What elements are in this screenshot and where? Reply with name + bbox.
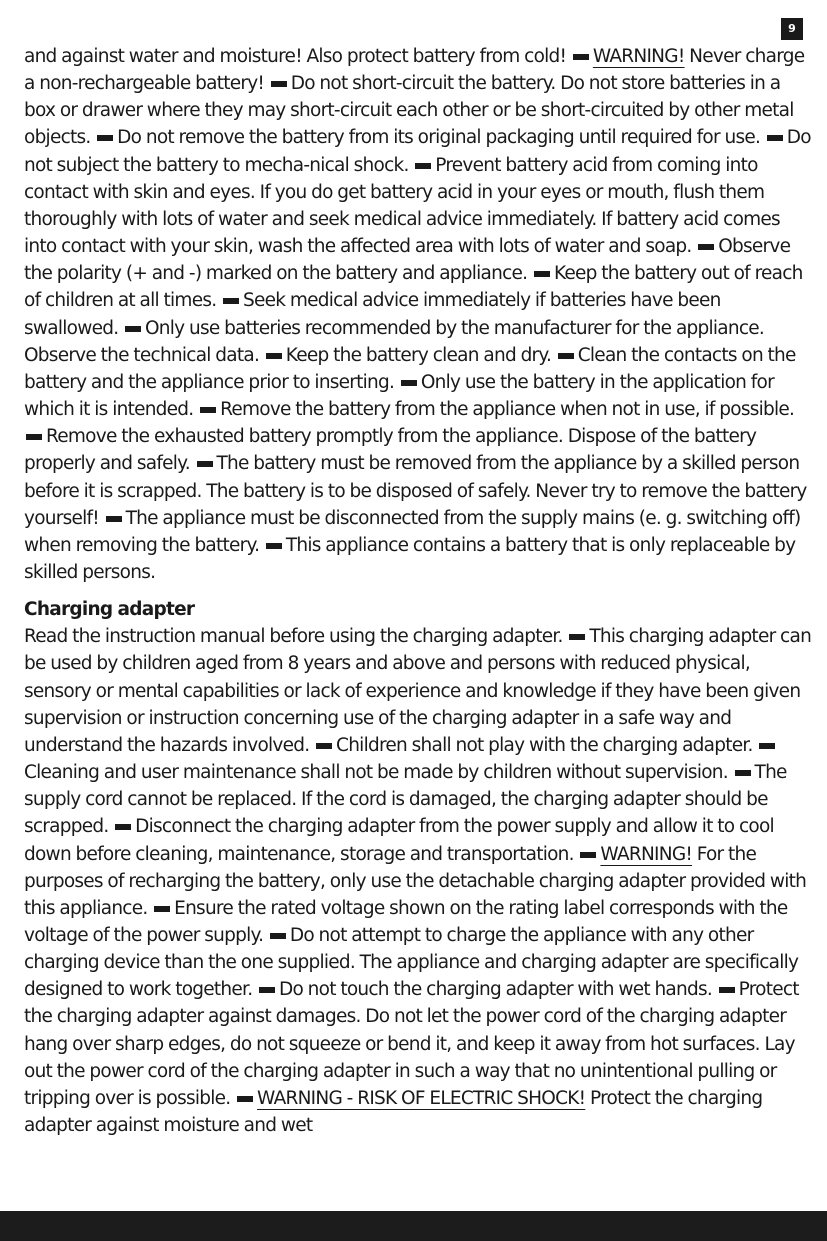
battery-item-12: Only use the battery in the application for which it is intended. xyxy=(24,371,774,421)
battery-item-11: Clean the contacts on the battery and the appliance prior to inserting. xyxy=(24,344,796,393)
charging-item-8: Do not attempt to charge the appliance with any other charging device than the one supplied. The appliance and charging adapter are specifically designed to work together. xyxy=(24,925,799,1001)
battery-item-14: Remove the exhausted battery promptly from the appliance. Dispose of the battery properly and safely. xyxy=(24,426,757,475)
charging-item-7: Ensure the rated voltage shown on the rating label corresponds with the voltage of the power supply. xyxy=(24,897,788,946)
bullet-icon xyxy=(106,516,122,522)
bullet-icon xyxy=(558,353,574,359)
bullet-icon xyxy=(569,634,585,640)
charging-item-1: This charging adapter can be used by children aged from 8 years and above and persons with reduced physical, sensory or mental capabilities or lack of experience and knowledge if they have been given supervision or instruction concerning use of the charging adapter in a safe way and understand the hazards involved. xyxy=(24,626,812,756)
warning-label: WARNING - RISK OF ELECTRIC SHOCK! xyxy=(257,1087,586,1109)
page-number: 9 xyxy=(781,18,803,40)
charging-item-11: WARNING - RISK OF ELECTRIC SHOCK! Protect the charging adapter against moisture and wet xyxy=(24,1087,763,1137)
bullet-icon xyxy=(271,81,287,87)
bullet-icon xyxy=(534,271,550,277)
bullet-icon xyxy=(735,770,751,776)
bullet-icon xyxy=(259,987,275,993)
bullet-icon xyxy=(26,434,42,440)
battery-item-6: Observe the polarity (+ and -) marked on the battery and appliance. xyxy=(24,236,791,285)
charging-item-6: WARNING! For the purposes of recharging the battery, only use the detachable charging adapter provided with this appliance. xyxy=(24,843,807,919)
battery-item-3: Do not remove the battery from its original packaging until required for use. xyxy=(95,127,760,148)
bullet-icon xyxy=(401,380,417,386)
battery-item-9: Only use batteries recommended by the manufacturer for the appliance. Observe the technical data. xyxy=(24,317,765,366)
bullet-icon xyxy=(270,933,286,939)
bullet-icon xyxy=(719,987,735,993)
bullet-icon xyxy=(316,743,332,749)
battery-item-7: Keep the battery out of reach of children at all times. xyxy=(24,263,803,312)
warning-label: WARNING! xyxy=(600,843,693,865)
battery-item-0: and against water and moisture! Also protect battery from cold! xyxy=(24,46,567,67)
page-footer-band xyxy=(0,1211,827,1241)
bullet-icon xyxy=(154,906,170,912)
battery-safety-paragraph xyxy=(24,43,814,586)
bullet-icon xyxy=(698,244,714,250)
charging-adapter-paragraph xyxy=(24,623,814,1139)
battery-item-13: Remove the battery from the appliance when not in use, if possible. xyxy=(198,399,794,420)
bullet-icon xyxy=(415,163,431,169)
battery-item-17: This appliance contains a battery that is only replaceable by skilled persons. xyxy=(24,534,796,583)
charging-item-0: Read the instruction manual before using the charging adapter. xyxy=(24,626,563,648)
battery-item-8: Seek medical advice immediately if batteries have been swallowed. xyxy=(24,290,721,339)
battery-item-5: Prevent battery acid from coming into contact with skin and eyes. If you do get battery acid in your eyes or mouth, flush them thoroughly with lots of water and seek medical advice immediately. If battery acid comes into contact with your skin, wash the affected area with lots of water and soap. xyxy=(24,154,780,258)
charging-item-3: Cleaning and user maintenance shall not be made by children without supervision. xyxy=(24,735,779,783)
bullet-icon xyxy=(200,407,216,413)
warning-label: WARNING! xyxy=(592,46,685,67)
bullet-icon xyxy=(125,326,141,332)
bullet-icon xyxy=(266,543,282,549)
bullet-icon xyxy=(115,824,131,830)
bullet-icon xyxy=(266,353,282,359)
section-heading-charging-adapter: Charging adapter xyxy=(24,599,195,621)
bullet-icon xyxy=(573,54,589,60)
charging-item-10: Protect the charging adapter against damages. Do not let the power cord of the charging adapter hang over sharp edges, do not squeeze or bend it, and keep it away from hot surfaces. Lay out the power cord of the charging adapter in such a way that no unintentional pulling or tripping over is possible. xyxy=(24,979,799,1109)
charging-item-5: Disconnect the charging adapter from the power supply and allow it to cool down before cleaning, maintenance, storage and transportation. xyxy=(24,816,774,865)
bullet-icon xyxy=(197,461,213,467)
charging-item-2: Children shall not play with the charging adapter. xyxy=(314,735,753,756)
battery-item-1: WARNING! Never charge a non-rechargeable battery! xyxy=(24,46,805,95)
bullet-icon xyxy=(97,135,113,141)
battery-item-2: Do not short-circuit the battery. Do not store batteries in a box or drawer where they may short-circuit each other or be short-circuited by other metal objects. xyxy=(24,73,794,149)
bullet-icon xyxy=(237,1096,253,1102)
battery-item-10: Keep the battery clean and dry. xyxy=(264,345,551,366)
manual-content xyxy=(24,43,814,1139)
battery-item-16: The appliance must be disconnected from the supply mains (e. g. switching off) when removing the battery. xyxy=(24,507,801,556)
charging-item-9: Do not touch the charging adapter with wet hands. xyxy=(257,979,712,1000)
bullet-icon xyxy=(767,135,783,141)
charging-item-4: The supply cord cannot be replaced. If the cord is damaged, the charging adapter should be scrapped. xyxy=(24,762,787,838)
bullet-icon xyxy=(580,852,596,858)
bullet-icon xyxy=(223,298,239,304)
battery-item-15: The battery must be removed from the appliance by a skilled person before it is scrapped. The battery is to be disposed of safely. Never try to remove the battery yourself! xyxy=(24,453,807,529)
bullet-icon xyxy=(759,743,775,749)
battery-item-4: Do not subject the battery to mecha-nical shock. xyxy=(24,127,811,176)
